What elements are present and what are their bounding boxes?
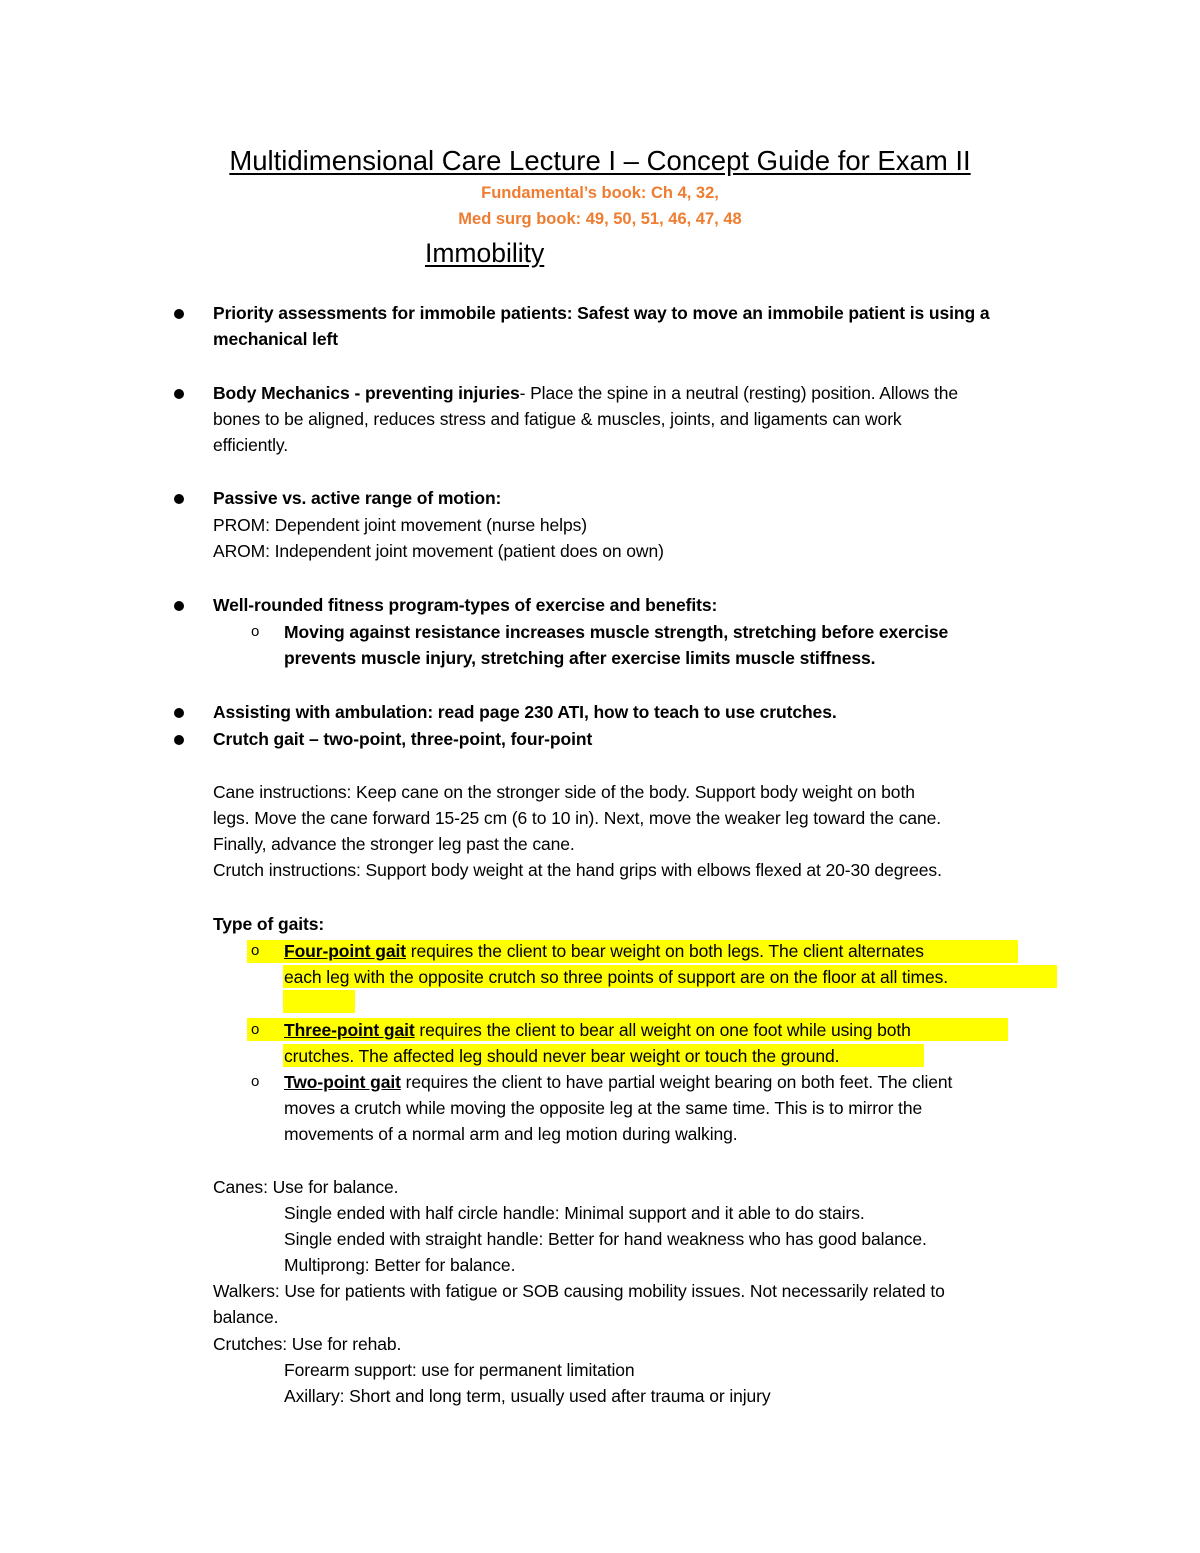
two-point-gait-label: Two-point gait [284, 1072, 401, 1092]
three-point-gait-line-2: crutches. The affected leg should never bear weight or touch the ground. [284, 1046, 840, 1066]
two-point-gait-text: requires the client to have partial weight bearing on both feet. The client [400, 1072, 953, 1092]
three-point-gait-text: requires the client to bear all weight on one foot while using both [414, 1020, 911, 1040]
priority-assessments-line-1: Priority assessments for immobile patients: Safest way to move an immobile patient is using a [213, 303, 990, 323]
cane-instructions-line-1: Cane instructions: Keep cane on the stronger side of the body. Support body weight on both [213, 782, 915, 802]
sub-bullet-marker: o [251, 942, 260, 959]
sub-bullet-marker: o [251, 1021, 260, 1038]
assisting-ambulation: Assisting with ambulation: read page 230 ATI, how to teach to use crutches. [213, 702, 837, 722]
two-point-gait-line-2: moves a crutch while moving the opposite leg at the same time. This is to mirror the [284, 1098, 923, 1118]
fitness-program-detail-line-2: prevents muscle injury, stretching after exercise limits muscle stiffness. [284, 648, 876, 668]
bullet-icon [174, 601, 184, 611]
four-point-gait-text: requires the client to bear weight on both legs. The client alternates [405, 941, 924, 961]
four-point-gait-line-1 [284, 940, 924, 962]
section-title-immobility: Immobility [425, 238, 545, 268]
cane-type-multiprong: Multiprong: Better for balance. [284, 1255, 516, 1275]
walkers-line-2: balance. [213, 1307, 279, 1327]
walkers-line-1: Walkers: Use for patients with fatigue or SOB causing mobility issues. Not necessarily related to [213, 1281, 945, 1301]
fitness-program-label: Well-rounded fitness program-types of exercise and benefits: [213, 595, 718, 615]
bullet-icon [174, 735, 184, 745]
arom-definition: AROM: Independent joint movement (patient does on own) [213, 541, 664, 561]
cane-type-half-circle: Single ended with half circle handle: Minimal support and it able to do stairs. [284, 1203, 865, 1223]
body-mechanics-label: Body Mechanics - preventing injuries [213, 383, 520, 403]
fundamentals-reference: Fundamental’s book: Ch 4, 32, [481, 184, 719, 202]
two-point-gait-line-1 [284, 1071, 952, 1093]
four-point-gait-line-2: each leg with the opposite crutch so three points of support are on the floor at all times. [284, 967, 949, 987]
crutch-gait: Crutch gait – two-point, three-point, four-point [213, 729, 593, 749]
body-mechanics-line-2: bones to be aligned, reduces stress and fatigue & muscles, joints, and ligaments can work [213, 409, 902, 429]
range-of-motion-label: Passive vs. active range of motion: [213, 488, 502, 508]
fitness-program-detail-line-1: Moving against resistance increases muscle strength, stretching before exercise [284, 622, 949, 642]
body-mechanics-text: - Place the spine in a neutral (resting) position. Allows the [519, 383, 959, 403]
four-point-gait-label: Four-point gait [284, 941, 406, 961]
prom-definition: PROM: Dependent joint movement (nurse helps) [213, 515, 587, 535]
sub-bullet-marker: o [251, 1073, 260, 1090]
cane-type-straight: Single ended with straight handle: Better for hand weakness who has good balance. [284, 1229, 927, 1249]
bullet-icon [174, 389, 184, 399]
three-point-gait-label: Three-point gait [284, 1020, 415, 1040]
body-mechanics-line-1 [213, 382, 958, 404]
crutch-type-forearm: Forearm support: use for permanent limitation [284, 1360, 635, 1380]
document-title: Multidimensional Care Lecture I – Concept Guide for Exam II [229, 145, 971, 176]
bullet-icon [174, 708, 184, 718]
two-point-gait-line-3: movements of a normal arm and leg motion during walking. [284, 1124, 738, 1144]
crutch-instructions: Crutch instructions: Support body weight at the hand grips with elbows flexed at 20-30 degrees. [213, 860, 942, 880]
crutch-type-axillary: Axillary: Short and long term, usually used after trauma or injury [284, 1386, 771, 1406]
three-point-gait-line-1 [284, 1019, 911, 1041]
cane-instructions-line-2: legs. Move the cane forward 15-25 cm (6 to 10 in). Next, move the weaker leg toward the cane. [213, 808, 942, 828]
priority-assessments-line-2: mechanical left [213, 329, 338, 349]
bullet-icon [174, 309, 184, 319]
bullet-icon [174, 494, 184, 504]
sub-bullet-marker: o [251, 623, 260, 640]
crutches-heading: Crutches: Use for rehab. [213, 1334, 402, 1354]
body-mechanics-line-3: efficiently. [213, 435, 288, 455]
medsurg-reference: Med surg book: 49, 50, 51, 46, 47, 48 [458, 210, 742, 228]
highlight-four-point-3 [283, 990, 355, 1013]
canes-heading: Canes: Use for balance. [213, 1177, 399, 1197]
type-of-gaits-heading: Type of gaits: [213, 914, 325, 934]
cane-instructions-line-3: Finally, advance the stronger leg past the cane. [213, 834, 575, 854]
